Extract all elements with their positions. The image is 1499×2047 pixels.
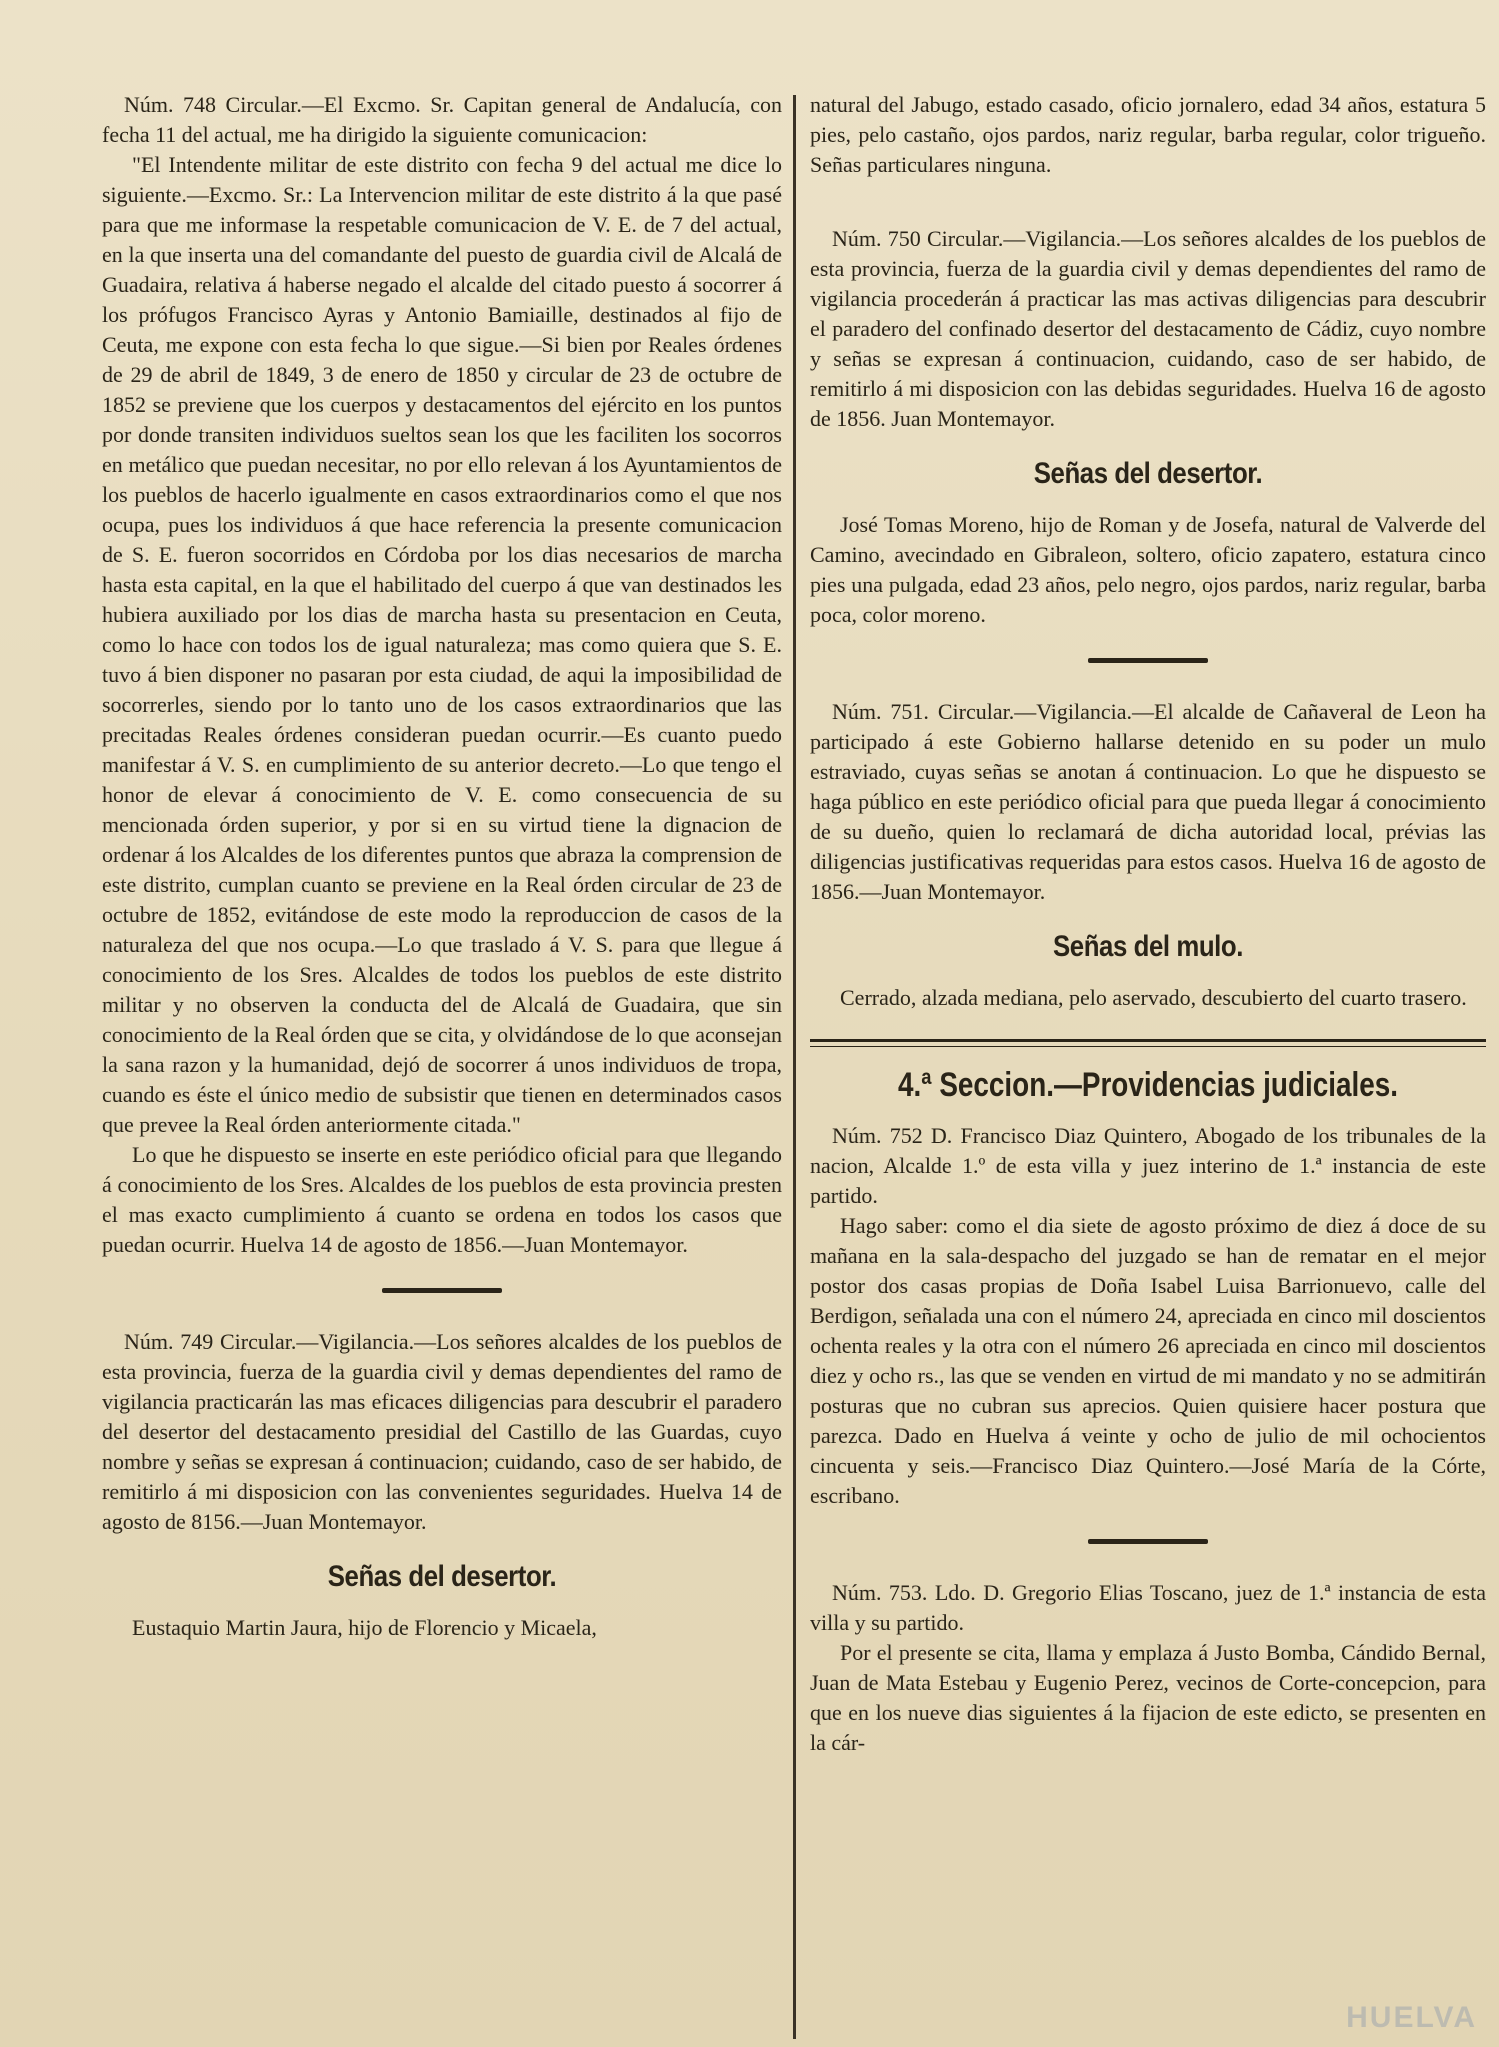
desertor-1-description-cont: natural del Jabugo, estado casado, oficio jornalero, edad 34 años, estatura 5 pies, pelo castaño, ojos pardos, nariz regular, barba regular, color trigueño. Señas particulares ninguna. [810, 92, 1486, 177]
notice-748-number: Núm. 748 [124, 92, 217, 117]
notice-749-text: Circular.—Vigilancia.—Los señores alcaldes de los pueblos de esta provincia, fuerza de la guardia civil y demas dependientes del ramo de vigilancia practicarán las mas eficaces diligencias para descubrir el paradero del desertor del destacamento presidial del Castillo de las Guardas, cuyo nombre y señas se expresan á continuacion; cuidando, caso de ser habido, de remitirlo á mi disposicion con las convenientes seguridades. Huelva 14 de agosto de 8156.—Juan Montemayor. [102, 1329, 782, 1534]
notice-749 [102, 1327, 782, 1537]
notice-752-body: Hago saber: como el dia siete de agosto próximo de diez á doce de su mañana en la sala-despacho del juzgado se han de rematar en el mejor postor dos casas propias de Doña Isabel Luisa Barrionuevo, calle del Berdigon, señalada una con el número 24, apreciada en cinco mil doscientos ochenta reales y la otra con el número 26 apreciada en cinco mil doscientos diez y ocho rs., las que se venden en virtud de mi mandato y no se admitirán posturas que no cubran sus aprecios. Quien quisiere hacer postura que parezca. Dado en Huelva á veinte y ocho de julio de mil ochocientos cincuenta y seis.—Francisco Diaz Quintero.—José María de la Córte, escribano. [810, 1213, 1486, 1508]
heading-senas-desertor-2: Señas del desertor. [1033, 457, 1263, 490]
archive-watermark: HUELVA [1346, 2001, 1477, 2034]
heading-senas-desertor-1: Señas del desertor. [327, 1560, 557, 1593]
notice-750-number: Núm. 750 [832, 226, 921, 251]
desertor-2-description: José Tomas Moreno, hijo de Roman y de Josefa, natural de Valverde del Camino, avecindado en Gibraleon, soltero, oficio zapatero, estatura cinco pies una pulgada, edad 23 años, pelo negro, ojos pardos, nariz regular, barba poca, color moreno. [810, 512, 1486, 627]
section-double-rule [810, 1039, 1486, 1047]
separator-rule [382, 1288, 502, 1293]
notice-748-intro [102, 90, 782, 150]
notice-751-text: Circular.—Vigilancia.—El alcalde de Cañaveral de Leon ha participado á este Gobierno hallarse detenido en su poder un mulo estraviado, cuyas señas se anotan á continuacion. Lo que he dispuesto se haga público en este periódico oficial para que pueda llegar á conocimiento de su dueño, quien lo reclamará de dicha autoridad local, prévias las diligencias justificativas requeridas para estos casos. Huelva 16 de agosto de 1856.—Juan Montemayor. [810, 699, 1486, 904]
heading-senas-mulo: Señas del mulo. [1053, 930, 1243, 963]
notice-748-title: Circular.—El Excmo. Sr. Capitan general de Andalucía, con fecha 11 del actual, me ha dirigido la siguiente comunicacion: [102, 92, 782, 147]
notice-752-authority: D. Francisco Diaz Quintero, Abogado de los tribunales de la nacion, Alcalde 1.º de esta villa y juez interino de 1.ª instancia de este partido. [810, 1123, 1486, 1208]
notice-753-number: Núm. 753. [832, 1580, 928, 1605]
notice-751 [810, 697, 1486, 907]
separator-rule [1088, 658, 1208, 663]
notice-749-number: Núm. 749 [124, 1329, 214, 1354]
column-divider [793, 95, 796, 2039]
section-4-heading: 4.ª Seccion.—Providencias judiciales. [898, 1066, 1398, 1104]
separator-rule [1088, 1539, 1208, 1544]
notice-752-header [810, 1121, 1486, 1211]
notice-748-closing: Lo que he dispuesto se inserte en este periódico oficial para que llegando á conocimiento de los Sres. Alcaldes de los pueblos de esta provincia presten el mas exacto cumplimiento á cuanto se ordena en todos los casos que puedan ocurrir. Huelva 14 de agosto de 1856.—Juan Montemayor. [102, 1142, 782, 1257]
notice-752-number: Núm. 752 [832, 1123, 923, 1148]
right-column [810, 90, 1486, 2047]
notice-753-body: Por el presente se cita, llama y emplaza á Justo Bomba, Cándido Bernal, Juan de Mata Estebau y Eugenio Perez, vecinos de Corte-concepcion, para que en los nueve dias siguientes á la fijacion de este edicto, se presenten en la cár- [810, 1640, 1486, 1755]
spacer [810, 180, 1486, 202]
notice-751-number: Núm. 751. [832, 699, 929, 724]
desertor-1-description-start: Eustaquio Martin Jaura, hijo de Florencio y Micaela, [132, 1615, 597, 1640]
notice-748-quote: "El Intendente militar de este distrito con fecha 9 del actual me dice lo siguiente.—Excmo. Sr.: La Intervencion militar de este distrito á la que pasé para que me informase la respetable comunicacion de V. E. de 7 del actual, en la que inserta una del comandante del puesto de guardia civil de Alcalá de Guadaira, relativa á haberse negado el alcalde del citado puesto á socorrer á los prófugos Francisco Ayras y Antonio Bamiaille, destinados al fijo de Ceuta, me expone con esta fecha lo que sigue.—Si bien por Reales órdenes de 29 de abril de 1849, 3 de enero de 1850 y circular de 23 de octubre de 1852 se previene que los cuerpos y destacamentos del ejército en los puntos por donde transiten individuos sueltos sean los que les faciliten los socorros en metálico que puedan necesitar, no por ello relevan á los Ayuntamientos de los pueblos de hacerlo igualmente en casos extraordinarios como el que nos ocupa, pues los individuos á que hace referencia la presente comunicacion de S. E. fueron socorridos en Córdoba por los dias necesarios de marcha hasta esta capital, en la que el habilitado del cuerpo á que van destinados les hubiera auxiliado por los dias de marcha hasta su presentacion en Ceuta, como lo hace con todos los de igual naturaleza; mas como quiera que S. E. tuvo á bien disponer no pasaran por esta ciudad, de aqui la imposibilidad de socorrerles, siendo por lo tanto uno de los casos extraordinarios que las precitadas Reales órdenes consideran puedan ocurrir.—Es cuanto puedo manifestar á V. S. en cumplimiento de su anterior decreto.—Lo que tengo el honor de elevar á conocimiento de V. E. como consecuencia de su mencionada órden superior, y por si en su virtud tiene la dignacion de ordenar á los Alcaldes de los diferentes puntos que abraza la comprension de este distrito, cumplan cuanto se previene en la Real órden circular de 23 de octubre de 1852, evitándose de este modo la reproduccion de casos de la naturaleza del que nos ocupa.—Lo que traslado á V. S. para que llegue á conocimiento de los Sres. Alcaldes de todos los pueblos de este distrito militar y no observen la conducta del de Alcalá de Guadaira, que sin conocimiento de la Real órden que se cita, y olvidándose de lo que aconsejan la sana razon y la humanidad, dejó de socorrer á unos individuos de tropa, cuando es éste el único medio de subsistir que tienen en determinados casos que prevee la Real órden anteriormente citada." [102, 152, 782, 1137]
left-column [102, 90, 782, 2047]
mulo-description: Cerrado, alzada mediana, pelo aservado, descubierto del cuarto trasero. [840, 985, 1467, 1010]
notice-750-text: Circular.—Vigilancia.—Los señores alcaldes de los pueblos de esta provincia, fuerza de la guardia civil y demas dependientes del ramo de vigilancia procederán á practicar las mas activas diligencias para descubrir el paradero del confinado desertor del destacamento de Cádiz, cuyo nombre y señas se expresan á continuacion, cuidando, caso de ser habido, de remitirlo á mi disposicion con las debidas seguridades. Huelva 16 de agosto de 1856. Juan Montemayor. [810, 226, 1486, 431]
spacer [810, 202, 1486, 224]
notice-750 [810, 224, 1486, 434]
notice-753-authority: Ldo. D. Gregorio Elias Toscano, juez de 1.ª instancia de esta villa y su partido. [810, 1580, 1486, 1635]
notice-753-header [810, 1578, 1486, 1638]
